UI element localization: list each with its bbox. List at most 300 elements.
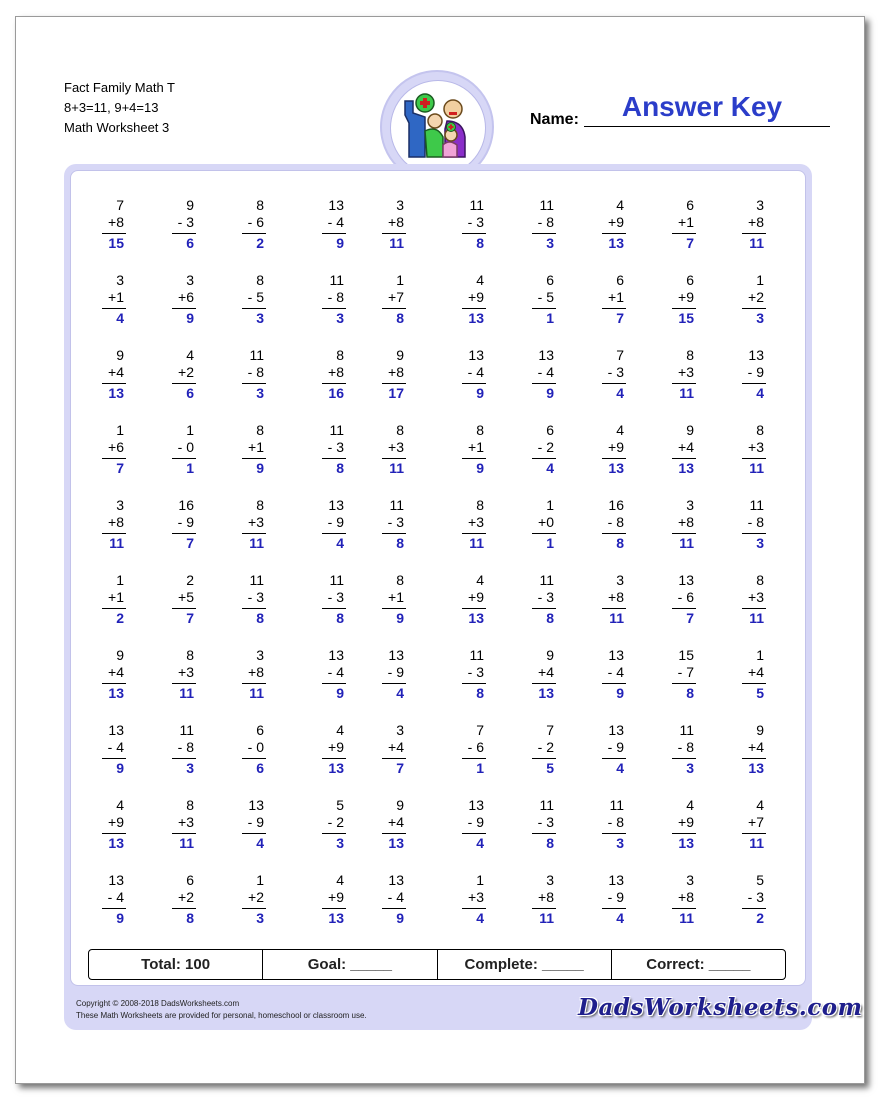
problem-divider-line (602, 908, 626, 909)
problem-divider-line (242, 908, 266, 909)
name-line (584, 126, 830, 127)
problem-operator-number: +9 (468, 589, 484, 605)
problem-top-number: 13 (748, 347, 764, 363)
problem-divider-line (382, 533, 406, 534)
problem-top-number: 3 (186, 272, 194, 288)
problem-5-1 (96, 497, 156, 561)
family-icon (390, 80, 486, 176)
problem-answer: 9 (546, 385, 554, 401)
problem-operator-number: - 4 (327, 214, 344, 230)
score-box (88, 949, 786, 980)
problem-top-number: 1 (116, 572, 124, 588)
problem-top-number: 8 (476, 422, 484, 438)
worksheet-title: Fact Family Math T (64, 80, 176, 95)
problem-1-5 (376, 197, 436, 261)
problem-top-number: 13 (248, 797, 264, 813)
problem-operator-number: +6 (178, 289, 194, 305)
problem-top-number: 9 (116, 647, 124, 663)
problem-divider-line (742, 683, 766, 684)
problem-1-10 (736, 197, 796, 261)
problem-divider-line (672, 908, 696, 909)
problem-operator-number: +3 (678, 364, 694, 380)
problem-divider-line (322, 233, 346, 234)
problem-answer: 6 (186, 385, 194, 401)
problem-divider-line (322, 308, 346, 309)
problem-answer: 4 (546, 460, 554, 476)
problem-answer: 13 (108, 835, 124, 851)
problem-operator-number: +3 (748, 439, 764, 455)
problem-top-number: 8 (256, 272, 264, 288)
problem-top-number: 8 (756, 422, 764, 438)
problem-operator-number: - 8 (607, 814, 624, 830)
problem-answer: 11 (389, 235, 404, 251)
problem-top-number: 11 (389, 497, 404, 513)
problem-operator-number: - 4 (537, 364, 554, 380)
problem-answer: 13 (748, 760, 764, 776)
problem-divider-line (382, 608, 406, 609)
problem-7-8 (596, 647, 656, 711)
problem-divider-line (322, 683, 346, 684)
problem-divider-line (172, 683, 196, 684)
problem-answer: 9 (476, 460, 484, 476)
problem-operator-number: - 2 (327, 814, 344, 830)
problem-9-3 (236, 797, 296, 861)
problem-divider-line (242, 458, 266, 459)
problem-answer: 16 (328, 385, 344, 401)
problem-8-6 (456, 722, 516, 786)
problem-top-number: 13 (328, 497, 344, 513)
problem-top-number: 1 (546, 497, 554, 513)
problem-answer: 11 (249, 535, 264, 551)
problem-6-8 (596, 572, 656, 636)
problem-top-number: 3 (756, 197, 764, 213)
problem-answer: 11 (179, 685, 194, 701)
problem-divider-line (172, 758, 196, 759)
problem-10-7 (526, 872, 586, 936)
problem-answer: 8 (686, 685, 694, 701)
problem-divider-line (172, 458, 196, 459)
problem-operator-number: - 9 (387, 664, 404, 680)
problem-top-number: 5 (756, 872, 764, 888)
problem-divider-line (102, 383, 126, 384)
problem-3-10 (736, 347, 796, 411)
problem-operator-number: +7 (748, 814, 764, 830)
problem-top-number: 8 (256, 422, 264, 438)
problem-answer: 11 (539, 910, 554, 926)
problem-operator-number: +1 (108, 589, 124, 605)
problem-top-number: 8 (396, 422, 404, 438)
problem-divider-line (672, 683, 696, 684)
problem-divider-line (102, 908, 126, 909)
problem-top-number: 8 (686, 347, 694, 363)
problem-operator-number: +8 (108, 514, 124, 530)
problem-operator-number: +3 (468, 889, 484, 905)
problem-divider-line (532, 908, 556, 909)
problem-divider-line (532, 383, 556, 384)
problem-4-8 (596, 422, 656, 486)
problem-operator-number: +8 (748, 214, 764, 230)
problem-divider-line (242, 608, 266, 609)
problem-divider-line (602, 608, 626, 609)
problem-divider-line (532, 833, 556, 834)
problem-top-number: 13 (608, 872, 624, 888)
problem-3-4 (316, 347, 376, 411)
problem-answer: 3 (546, 235, 554, 251)
problem-8-4 (316, 722, 376, 786)
problem-6-3 (236, 572, 296, 636)
problem-top-number: 3 (256, 647, 264, 663)
problem-answer: 3 (616, 835, 624, 851)
problem-top-number: 8 (186, 647, 194, 663)
problem-divider-line (242, 833, 266, 834)
problem-2-2 (166, 272, 226, 336)
problem-6-10 (736, 572, 796, 636)
problem-answer: 3 (756, 535, 764, 551)
problem-divider-line (382, 233, 406, 234)
problem-answer: 3 (256, 910, 264, 926)
problem-top-number: 6 (546, 272, 554, 288)
problem-6-6 (456, 572, 516, 636)
problem-operator-number: - 2 (537, 739, 554, 755)
problem-answer: 11 (389, 460, 404, 476)
problem-answer: 4 (396, 685, 404, 701)
problem-operator-number: +8 (678, 514, 694, 530)
problem-top-number: 8 (256, 197, 264, 213)
problem-top-number: 2 (186, 572, 194, 588)
problem-answer: 15 (678, 310, 694, 326)
problem-operator-number: +4 (388, 739, 404, 755)
copyright-notice (76, 998, 367, 1022)
problem-divider-line (742, 383, 766, 384)
problem-operator-number: - 3 (537, 814, 554, 830)
problem-divider-line (102, 758, 126, 759)
problem-top-number: 8 (476, 497, 484, 513)
problem-top-number: 8 (186, 797, 194, 813)
problem-10-5 (376, 872, 436, 936)
problem-operator-number: +1 (388, 589, 404, 605)
problem-answer: 4 (616, 385, 624, 401)
problem-answer: 7 (186, 610, 194, 626)
problem-divider-line (242, 758, 266, 759)
problem-7-5 (376, 647, 436, 711)
problem-answer: 5 (546, 760, 554, 776)
problem-7-7 (526, 647, 586, 711)
problem-answer: 7 (186, 535, 194, 551)
problem-operator-number: - 6 (467, 739, 484, 755)
problem-3-1 (96, 347, 156, 411)
problem-top-number: 6 (546, 422, 554, 438)
problem-top-number: 15 (678, 647, 694, 663)
problem-answer: 3 (336, 835, 344, 851)
problem-operator-number: +9 (328, 739, 344, 755)
problem-top-number: 11 (609, 797, 624, 813)
problem-top-number: 13 (468, 797, 484, 813)
problem-top-number: 11 (249, 572, 264, 588)
problem-answer: 13 (108, 685, 124, 701)
problem-8-10 (736, 722, 796, 786)
problem-divider-line (672, 233, 696, 234)
problem-top-number: 13 (608, 647, 624, 663)
problem-answer: 13 (678, 835, 694, 851)
problem-4-3 (236, 422, 296, 486)
problem-9-6 (456, 797, 516, 861)
problem-operator-number: - 4 (107, 739, 124, 755)
problem-operator-number: - 2 (537, 439, 554, 455)
problem-top-number: 13 (388, 872, 404, 888)
problem-top-number: 11 (469, 197, 484, 213)
problem-7-4 (316, 647, 376, 711)
total-cell: Total: 100 (89, 950, 263, 979)
problem-divider-line (382, 833, 406, 834)
problem-top-number: 3 (546, 872, 554, 888)
problem-answer: 9 (396, 910, 404, 926)
problem-operator-number: +2 (248, 889, 264, 905)
problem-divider-line (242, 533, 266, 534)
problem-divider-line (382, 683, 406, 684)
problem-operator-number: +5 (178, 589, 194, 605)
problem-operator-number: - 8 (607, 514, 624, 530)
problem-answer: 3 (336, 310, 344, 326)
problem-8-5 (376, 722, 436, 786)
problem-operator-number: +4 (748, 739, 764, 755)
problem-answer: 6 (186, 235, 194, 251)
problem-answer: 11 (749, 610, 764, 626)
problem-answer: 2 (756, 910, 764, 926)
problem-divider-line (172, 608, 196, 609)
problem-answer: 13 (468, 310, 484, 326)
problem-divider-line (462, 758, 486, 759)
problem-divider-line (462, 833, 486, 834)
problem-2-8 (596, 272, 656, 336)
problem-divider-line (462, 683, 486, 684)
problem-1-2 (166, 197, 226, 261)
problem-divider-line (102, 233, 126, 234)
problem-answer: 13 (608, 460, 624, 476)
problem-top-number: 8 (256, 497, 264, 513)
worksheet-header (64, 78, 175, 138)
problem-operator-number: +1 (468, 439, 484, 455)
problem-answer: 9 (616, 685, 624, 701)
problem-operator-number: +4 (388, 814, 404, 830)
problem-top-number: 11 (539, 797, 554, 813)
problem-4-1 (96, 422, 156, 486)
problem-answer: 9 (116, 760, 124, 776)
problem-5-4 (316, 497, 376, 561)
problem-operator-number: - 8 (677, 739, 694, 755)
problem-operator-number: - 4 (327, 664, 344, 680)
problem-5-6 (456, 497, 516, 561)
problem-operator-number: - 9 (247, 814, 264, 830)
problem-2-6 (456, 272, 516, 336)
problem-operator-number: - 8 (177, 739, 194, 755)
problem-operator-number: +3 (178, 814, 194, 830)
problem-3-6 (456, 347, 516, 411)
problem-divider-line (742, 908, 766, 909)
problem-5-3 (236, 497, 296, 561)
problem-operator-number: - 3 (327, 589, 344, 605)
problem-top-number: 4 (616, 197, 624, 213)
problem-1-7 (526, 197, 586, 261)
problem-answer: 4 (476, 910, 484, 926)
problem-answer: 11 (749, 235, 764, 251)
problem-answer: 7 (616, 310, 624, 326)
problem-divider-line (322, 833, 346, 834)
problem-operator-number: +9 (678, 814, 694, 830)
problem-divider-line (532, 608, 556, 609)
problem-10-8 (596, 872, 656, 936)
problem-1-8 (596, 197, 656, 261)
problem-operator-number: - 3 (467, 214, 484, 230)
problem-operator-number: +3 (468, 514, 484, 530)
problem-divider-line (382, 458, 406, 459)
problem-answer: 9 (336, 685, 344, 701)
problem-answer: 11 (109, 535, 124, 551)
problem-answer: 3 (756, 310, 764, 326)
problem-top-number: 7 (116, 197, 124, 213)
problem-operator-number: +6 (108, 439, 124, 455)
problem-4-6 (456, 422, 516, 486)
problem-operator-number: +4 (108, 364, 124, 380)
problem-answer: 8 (476, 685, 484, 701)
problem-answer: 15 (108, 235, 124, 251)
problem-divider-line (532, 683, 556, 684)
problem-3-5 (376, 347, 436, 411)
problem-9-7 (526, 797, 586, 861)
problem-answer: 9 (336, 235, 344, 251)
problem-divider-line (532, 458, 556, 459)
problem-divider-line (742, 608, 766, 609)
problem-divider-line (602, 458, 626, 459)
problem-8-3 (236, 722, 296, 786)
problem-top-number: 6 (186, 872, 194, 888)
problem-top-number: 11 (539, 572, 554, 588)
problem-top-number: 3 (116, 497, 124, 513)
problem-operator-number: +8 (248, 664, 264, 680)
problem-operator-number: - 6 (677, 589, 694, 605)
problem-operator-number: - 7 (677, 664, 694, 680)
problem-top-number: 6 (686, 197, 694, 213)
problem-top-number: 8 (336, 347, 344, 363)
problem-answer: 2 (116, 610, 124, 626)
problem-top-number: 13 (108, 872, 124, 888)
problem-6-2 (166, 572, 226, 636)
problem-answer: 1 (186, 460, 194, 476)
problem-1-6 (456, 197, 516, 261)
problem-answer: 11 (249, 685, 264, 701)
goal-cell: Goal: _____ (263, 950, 437, 979)
problem-answer: 9 (116, 910, 124, 926)
problem-divider-line (532, 533, 556, 534)
problem-operator-number: - 8 (537, 214, 554, 230)
problem-answer: 8 (336, 460, 344, 476)
problem-9-5 (376, 797, 436, 861)
problem-top-number: 4 (116, 797, 124, 813)
problem-operator-number: - 3 (747, 889, 764, 905)
problem-divider-line (172, 233, 196, 234)
problem-answer: 11 (469, 535, 484, 551)
problem-5-10 (736, 497, 796, 561)
complete-cell: Complete: _____ (438, 950, 612, 979)
problem-divider-line (672, 608, 696, 609)
problem-answer: 7 (116, 460, 124, 476)
problem-answer: 5 (756, 685, 764, 701)
problem-7-1 (96, 647, 156, 711)
problem-operator-number: - 3 (607, 364, 624, 380)
problem-answer: 11 (679, 385, 694, 401)
problem-4-5 (376, 422, 436, 486)
problem-operator-number: +8 (108, 214, 124, 230)
problem-divider-line (532, 308, 556, 309)
problem-top-number: 11 (469, 647, 484, 663)
problem-answer: 11 (609, 610, 624, 626)
problem-top-number: 9 (186, 197, 194, 213)
problem-divider-line (672, 833, 696, 834)
problem-8-8 (596, 722, 656, 786)
problem-top-number: 1 (476, 872, 484, 888)
copyright-line: Copyright © 2008-2018 DadsWorksheets.com (76, 999, 240, 1008)
problem-top-number: 9 (546, 647, 554, 663)
problem-operator-number: +8 (678, 889, 694, 905)
problem-top-number: 9 (396, 797, 404, 813)
problem-top-number: 6 (256, 722, 264, 738)
problem-top-number: 9 (396, 347, 404, 363)
problem-top-number: 11 (329, 572, 344, 588)
problem-divider-line (462, 908, 486, 909)
problem-operator-number: +3 (748, 589, 764, 605)
correct-cell: Correct: _____ (646, 956, 751, 973)
problem-10-9 (666, 872, 726, 936)
problem-operator-number: +3 (178, 664, 194, 680)
problem-answer: 8 (616, 535, 624, 551)
problem-operator-number: - 3 (247, 589, 264, 605)
problem-1-3 (236, 197, 296, 261)
problem-divider-line (672, 458, 696, 459)
problem-divider-line (742, 758, 766, 759)
problem-top-number: 1 (756, 647, 764, 663)
problem-operator-number: +4 (678, 439, 694, 455)
problem-operator-number: +8 (388, 364, 404, 380)
problem-10-4 (316, 872, 376, 936)
problem-operator-number: - 9 (327, 514, 344, 530)
problem-top-number: 4 (476, 572, 484, 588)
problem-2-4 (316, 272, 376, 336)
problem-operator-number: +1 (248, 439, 264, 455)
answer-key-heading: Answer Key (621, 91, 783, 122)
problem-divider-line (672, 308, 696, 309)
problem-top-number: 8 (396, 572, 404, 588)
problem-9-10 (736, 797, 796, 861)
problem-operator-number: +8 (608, 589, 624, 605)
problem-top-number: 6 (686, 272, 694, 288)
problem-operator-number: +9 (468, 289, 484, 305)
problem-top-number: 1 (186, 422, 194, 438)
problem-divider-line (322, 908, 346, 909)
problem-top-number: 9 (686, 422, 694, 438)
problem-operator-number: +1 (108, 289, 124, 305)
problem-answer: 13 (328, 760, 344, 776)
problem-divider-line (102, 833, 126, 834)
problem-divider-line (322, 383, 346, 384)
problem-3-9 (666, 347, 726, 411)
problem-operator-number: - 3 (467, 664, 484, 680)
problem-5-9 (666, 497, 726, 561)
problem-6-4 (316, 572, 376, 636)
problem-3-2 (166, 347, 226, 411)
problem-10-2 (166, 872, 226, 936)
problem-operator-number: +8 (328, 364, 344, 380)
name-label: Name: (530, 111, 579, 128)
problem-divider-line (462, 233, 486, 234)
